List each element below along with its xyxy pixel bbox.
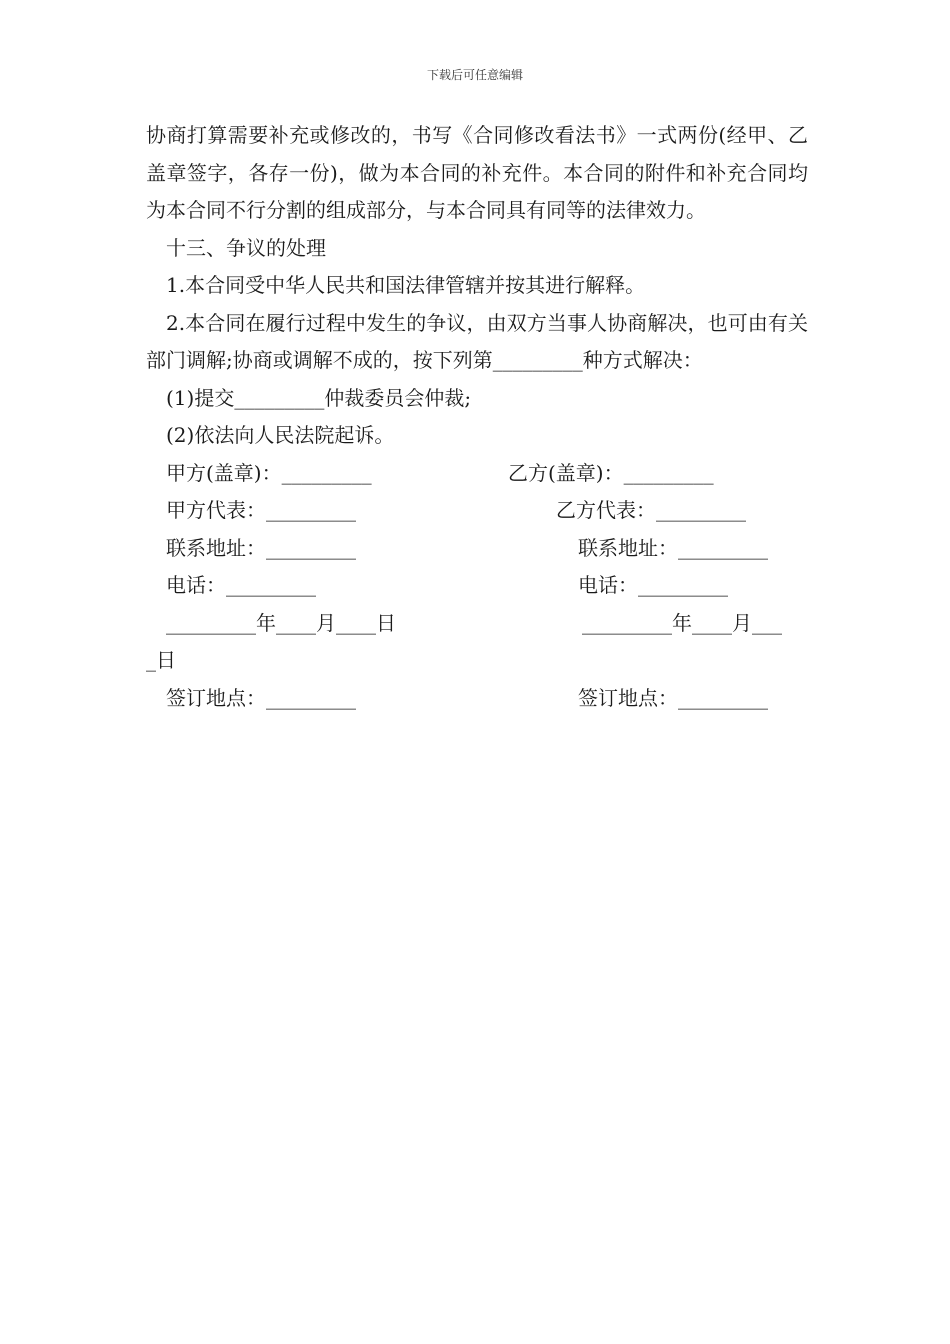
contract-body <box>146 117 808 717</box>
party-b-address: 联系地址：_________ <box>578 535 768 560</box>
option-arbitration: (1)提交_________仲裁委员会仲裁; <box>166 385 472 410</box>
party-b-phone: 电话：_________ <box>578 573 728 597</box>
party-b-seal: 乙方(盖章)：_________ <box>508 460 714 485</box>
signature-row-date-wrap <box>146 642 808 680</box>
signature-row-address <box>146 530 808 568</box>
party-a-date: _________年____月____日 <box>166 610 396 635</box>
signature-row-place <box>146 680 808 718</box>
party-a-signing-place: 签订地点：_________ <box>166 685 356 710</box>
party-a-phone: 电话：_________ <box>166 573 316 597</box>
party-b-representative: 乙方代表：_________ <box>556 498 746 522</box>
clause-governing-law: 1.本合同受中华人民共和国法律管辖并按其进行解释。 <box>166 273 646 297</box>
signature-row-phone <box>146 567 808 605</box>
section-title: 十三、争议的处理 <box>166 235 326 260</box>
signature-row-seal <box>146 455 808 493</box>
party-a-seal: 甲方(盖章)：_________ <box>166 460 372 485</box>
party-a-address: 联系地址：_________ <box>166 535 356 560</box>
option-litigation: (2)依法向人民法院起诉。 <box>166 423 395 447</box>
supplement-paragraph: 协商打算需要补充或修改的，书写《合同修改看法书》一式两份(经甲、乙盖章签字，各存一份)，做为本合同的补充件。本合同的附件和补充合同均为本合同不行分割的组成部分，与本合同具有同等的法律效力。 <box>146 123 808 222</box>
party-b-date-continued: _日 <box>146 648 176 672</box>
signature-row-representative <box>146 492 808 530</box>
page-header: 下载后可任意编辑 <box>426 68 523 82</box>
clause-dispute-resolution: 2.本合同在履行过程中发生的争议，由双方当事人协商解决，也可由有关部门调解;协商或调解不成的，按下列第_________种方式解决： <box>146 310 808 372</box>
party-a-representative: 甲方代表：_________ <box>166 498 356 522</box>
party-b-date: _________年____月___ <box>582 610 782 635</box>
party-b-signing-place: 签订地点：_________ <box>578 685 768 710</box>
signature-row-date <box>146 605 808 643</box>
